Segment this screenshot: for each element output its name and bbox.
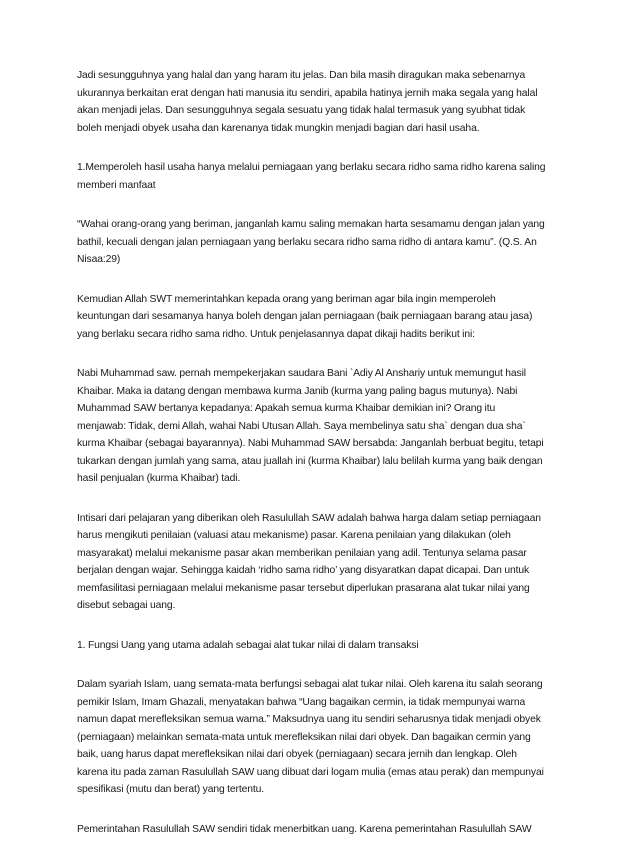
text-line: Kemudian Allah SWT memerintahkan kepada orang yang beriman agar bila ingin memperoleh [77, 293, 496, 305]
text-line: tukarkan dengan jumlah yang sama, atau juallah ini (kurma Khaibar) lalu belilah kurma yang baik dengan [77, 455, 543, 467]
text-line: 1. Fungsi Uang yang utama adalah sebagai alat tukar nilai di dalam transaksi [77, 639, 419, 651]
text-line: berjalan dengan wajar. Sehingga kaidah ‘ridho sama ridho’ yang disyaratkan dapat dicapai. Dan untuk [77, 565, 530, 576]
text-line: keuntungan dari sesamanya hanya boleh dengan jalan perniagaan (baik perniagaan barang atau jasa) [77, 311, 533, 322]
paragraph-halal-haram [77, 67, 565, 137]
text-line: menjawab: Tidak, demi Allah, wahai Nabi Utusan Allah. Saya membelinya satu sha` dengan dua sha` [77, 420, 526, 432]
text-line: memfasilitasi perniagaan melalui mekanisme pasar tersebut diperlukan prasarana alat tukar nilai yang [77, 582, 530, 594]
text-line: (perniagaan) melainkan semata-mata untuk merefleksikan nilai dari obyek. Dan bagaikan cermin yang [77, 731, 531, 743]
text-line: namun dapat merefleksikan semua warna.” Maksudnya uang itu sendiri seharusnya tidak menjadi obyek [77, 714, 541, 725]
paragraph-government-money [77, 821, 565, 839]
text-line: baik, uang harus dapat merefleksikan nilai dari obyek (perniagaan) secara jernih dan lengkap. Oleh [77, 749, 517, 760]
text-line: Nisaa:29) [77, 254, 121, 265]
text-line: disebut sebagai uang. [77, 600, 176, 611]
text-line: karena itu pada zaman Rasulullah SAW uang dibuat dari logam mulia (emas atau perak) dan mempunyai [77, 766, 544, 778]
text-line: spesifikasi (mutu dan berat) yang tertentu. [77, 784, 265, 795]
text-line: Pemerintahan Rasulullah SAW sendiri tidak menerbitkan uang. Karena pemerintahan Rasulullah SAW [77, 823, 532, 835]
text-line: masyarakat) melalui mekanisme pasar akan memberikan penilaian yang adil. Tentunya selama pasar [77, 547, 527, 559]
text-line: Intisari dari pelajaran yang diberikan oleh Rasulullah SAW adalah bahwa harga dalam setiap perniagaan [77, 512, 541, 524]
text-line: Khaibar. Maka ia datang dengan membawa kurma Janib (kurma yang paling bagus mutunya). Nabi [77, 385, 518, 397]
text-line: Dalam syariah Islam, uang semata-mata berfungsi sebagai alat tukar nilai. Oleh karena itu salah seorang [77, 679, 543, 690]
text-line: Muhammad SAW bertanya kepadanya: Apakah semua kurma Khaibar demikian ini? Orang itu [77, 403, 496, 414]
paragraph-money-function-heading [77, 637, 565, 655]
paragraph-quran-quote [77, 216, 565, 269]
text-line: akan menjadi jelas. Dan sesungguhnya segala sesuatu yang tidak halal termasuk yang syubhat tidak [77, 105, 526, 116]
text-line: pemikir Islam, Imam Ghazali, menyatakan bahwa “Uang bagaikan cermin, ia tidak mempunyai warna [77, 696, 526, 708]
text-line: hasil penjualan (kurma Khaibar) tadi. [77, 473, 241, 484]
paragraph-point-1-heading [77, 159, 565, 194]
document-page [77, 67, 565, 860]
text-line: “Wahai orang-orang yang beriman, janganlah kamu saling memakan harta sesamamu dengan jalan yang [77, 219, 545, 230]
text-line: Jadi sesungguhnya yang halal dan yang haram itu jelas. Dan bila masih diragukan maka sebenarnya [77, 70, 526, 81]
text-line: memberi manfaat [77, 179, 156, 191]
text-line: bathil, kecuali dengan jalan perniagaan yang berlaku secara ridho sama ridho di antara kamu”. (Q.S. An [77, 236, 537, 248]
text-line: harus mengikuti penilaian (valuasi atau mekanisme) pasar. Karena penilaian yang dilakukan (oleh [77, 530, 511, 541]
paragraph-sharia-money [77, 676, 565, 799]
paragraph-allah-command [77, 291, 565, 344]
text-line: ukurannya berkaitan erat dengan hati manusia itu sendiri, apabila hatinya jernih maka segala yang halal [77, 87, 538, 99]
text-line: yang berlaku secara ridho sama ridho. Untuk penjelasannya dapat dikaji hadits berikut ini: [77, 328, 475, 340]
text-line: Nabi Muhammad saw. pernah mempekerjakan saudara Bani `Adiy Al Anshariy untuk memungut hasil [77, 368, 526, 379]
text-line: kurma Khaibar (sebagai bayarannya). Nabi Muhammad SAW bersabda: Janganlah berbuat begitu, tetapi [77, 438, 544, 449]
text-line: boleh menjadi obyek usaha dan karenanya tidak mungkin menjadi bagian dari hasil usaha. [77, 122, 480, 134]
text-line: 1.Memperoleh hasil usaha hanya melalui perniagaan yang berlaku secara ridho sama ridho karena saling [77, 162, 546, 173]
paragraph-hadith-khaibar [77, 365, 565, 488]
paragraph-market-valuation [77, 510, 565, 615]
